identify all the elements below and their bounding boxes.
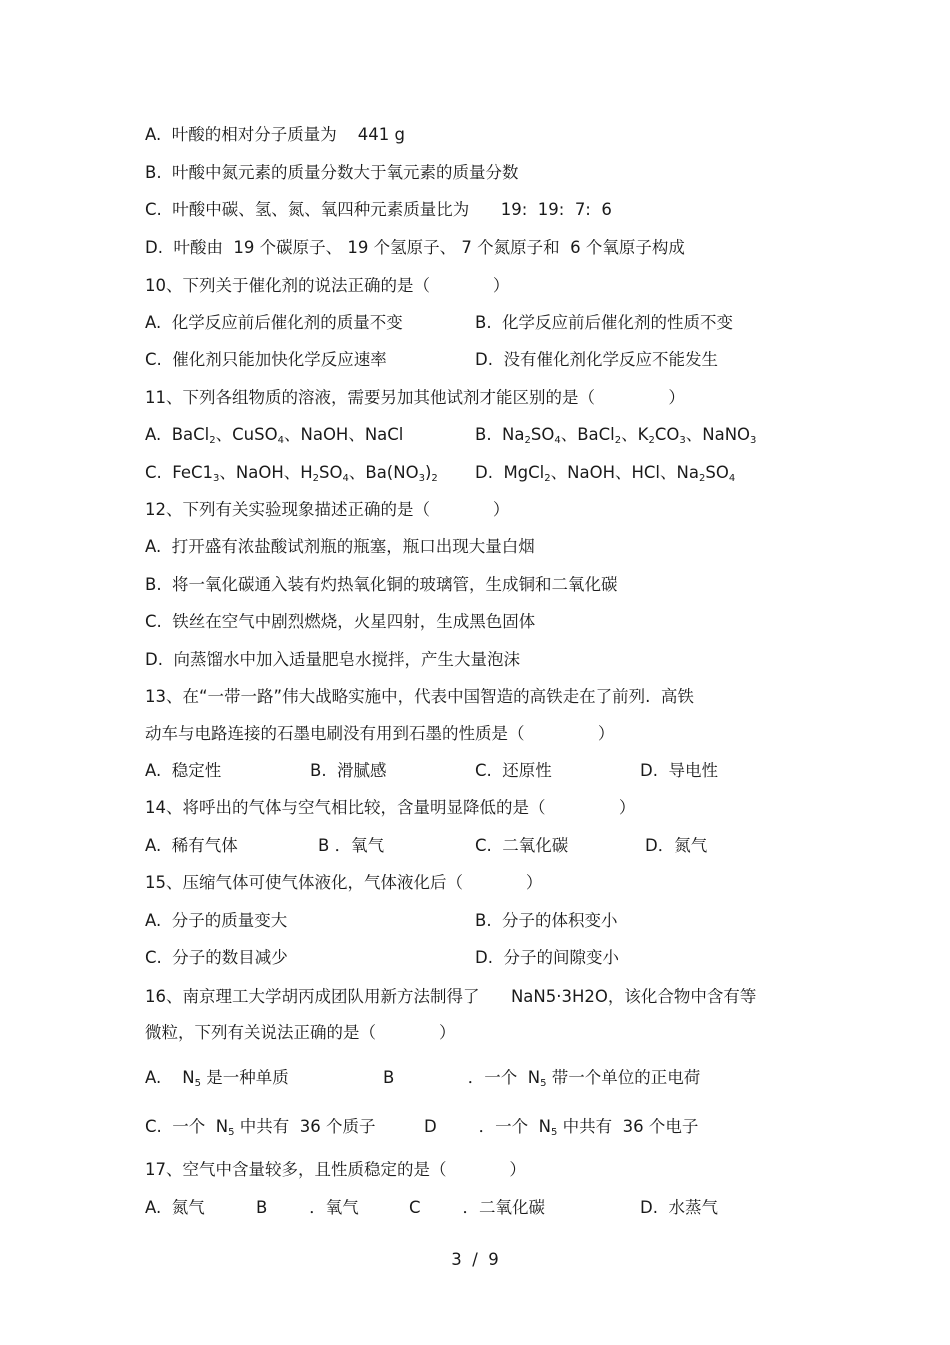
option-a: A. 分子的质量变大 bbox=[145, 911, 288, 930]
option-a: A. 稳定性 bbox=[145, 761, 222, 780]
option-d: D. 分子的间隙变小 bbox=[475, 948, 619, 967]
question-stem-line-1: 13、在“一带一路”伟大战略实施中，代表中国智造的高铁走在了前列. 高铁 bbox=[145, 687, 694, 706]
option-d: D. MgCl$_2$、NaOH、HCl、$Na_2SO_4$ bbox=[475, 463, 736, 484]
question-stem: 11、下列各组物质的溶液，需要另加其他试剂才能区别的是（ ） bbox=[145, 388, 685, 407]
option-d: D. 叶酸由 19 个碳原子、 19 个氢原子、 7 个氮原子和 6 个氧原子构成 bbox=[145, 238, 685, 257]
option-b: B. 将一氧化碳通入装有灼热氧化铜的玻璃管，生成铜和二氧化碳 bbox=[145, 575, 618, 594]
option-a: A. 氮气 bbox=[145, 1198, 205, 1217]
option-a: A. BaCl$_2$、CuSO$_4$、NaOH、NaCl bbox=[145, 425, 404, 446]
option-d: D. 导电性 bbox=[640, 761, 718, 780]
question-stem: 14、将呼出的气体与空气相比较，含量明显降低的是（ ） bbox=[145, 798, 636, 817]
option-b: B ．氧气 bbox=[318, 836, 385, 855]
question-stem-line-1: 16、南京理工大学胡丙成团队用新方法制得了 NaN5·3H2O，该化合物中含有等 bbox=[145, 987, 757, 1006]
question-stem: 12、下列有关实验现象描述正确的是（ ） bbox=[145, 500, 510, 519]
question-stem-line-2: 微粒，下列有关说法正确的是（ ） bbox=[145, 1023, 456, 1042]
option-b: B ．氧气 bbox=[256, 1198, 359, 1217]
option-c: C. 叶酸中碳、氢、氮、氧四种元素质量比为 19: 19: 7: 6 bbox=[145, 200, 612, 219]
option-b: B. $Na_2SO_4$、BaCl$_2$、$K_2CO_3$、NaNO$_3$ bbox=[475, 425, 757, 446]
option-b: B. 分子的体积变小 bbox=[475, 911, 618, 930]
option-b: B. 叶酸中氮元素的质量分数大于氧元素的质量分数 bbox=[145, 163, 519, 182]
option-d: D. 没有催化剂化学反应不能发生 bbox=[475, 350, 718, 369]
option-a: A. 化学反应前后催化剂的质量不变 bbox=[145, 313, 403, 332]
option-c: C. $FeC1_3$、NaOH、$H_2SO_4$、$Ba(NO_3)_2$ bbox=[145, 463, 438, 484]
option-c: C ．二氧化碳 bbox=[409, 1198, 545, 1217]
option-c: C. 二氧化碳 bbox=[475, 836, 569, 855]
option-c: C. 铁丝在空气中剧烈燃烧，火星四射，生成黑色固体 bbox=[145, 612, 536, 631]
option-a: A. 叶酸的相对分子质量为 441 g bbox=[145, 125, 405, 144]
page-number: 3 / 9 bbox=[451, 1250, 499, 1269]
option-a: A. 打开盛有浓盐酸试剂瓶的瓶塞，瓶口出现大量白烟 bbox=[145, 537, 535, 556]
option-b: B ．一个 $N_5$ 带一个单位的正电荷 bbox=[383, 1068, 701, 1089]
option-c: C. 一个 $N_5$ 中共有 36 个质子 bbox=[145, 1117, 376, 1138]
option-c: C. 催化剂只能加快化学反应速率 bbox=[145, 350, 387, 369]
option-c: C. 分子的数目减少 bbox=[145, 948, 288, 967]
question-stem: 17、空气中含量较多，且性质稳定的是（ ） bbox=[145, 1160, 526, 1179]
option-a: A. $N_5$ 是一种单质 bbox=[145, 1068, 289, 1089]
option-b: B. 滑腻感 bbox=[310, 761, 387, 780]
option-b: B. 化学反应前后催化剂的性质不变 bbox=[475, 313, 734, 332]
option-a: A. 稀有气体 bbox=[145, 836, 238, 855]
option-d: D. 水蒸气 bbox=[640, 1198, 718, 1217]
option-d: D．氮气 bbox=[645, 836, 708, 855]
option-d: D ．一个 $N_5$ 中共有 36 个电子 bbox=[424, 1117, 699, 1138]
question-stem-line-2: 动车与电路连接的石墨电刷没有用到石墨的性质是（ ） bbox=[145, 724, 615, 743]
option-d: D. 向蒸馏水中加入适量肥皂水搅拌，产生大量泡沫 bbox=[145, 650, 520, 669]
question-stem: 10、下列关于催化剂的说法正确的是（ ） bbox=[145, 276, 510, 295]
option-c: C. 还原性 bbox=[475, 761, 552, 780]
question-stem: 15、压缩气体可使气体液化，气体液化后（ ） bbox=[145, 873, 543, 892]
